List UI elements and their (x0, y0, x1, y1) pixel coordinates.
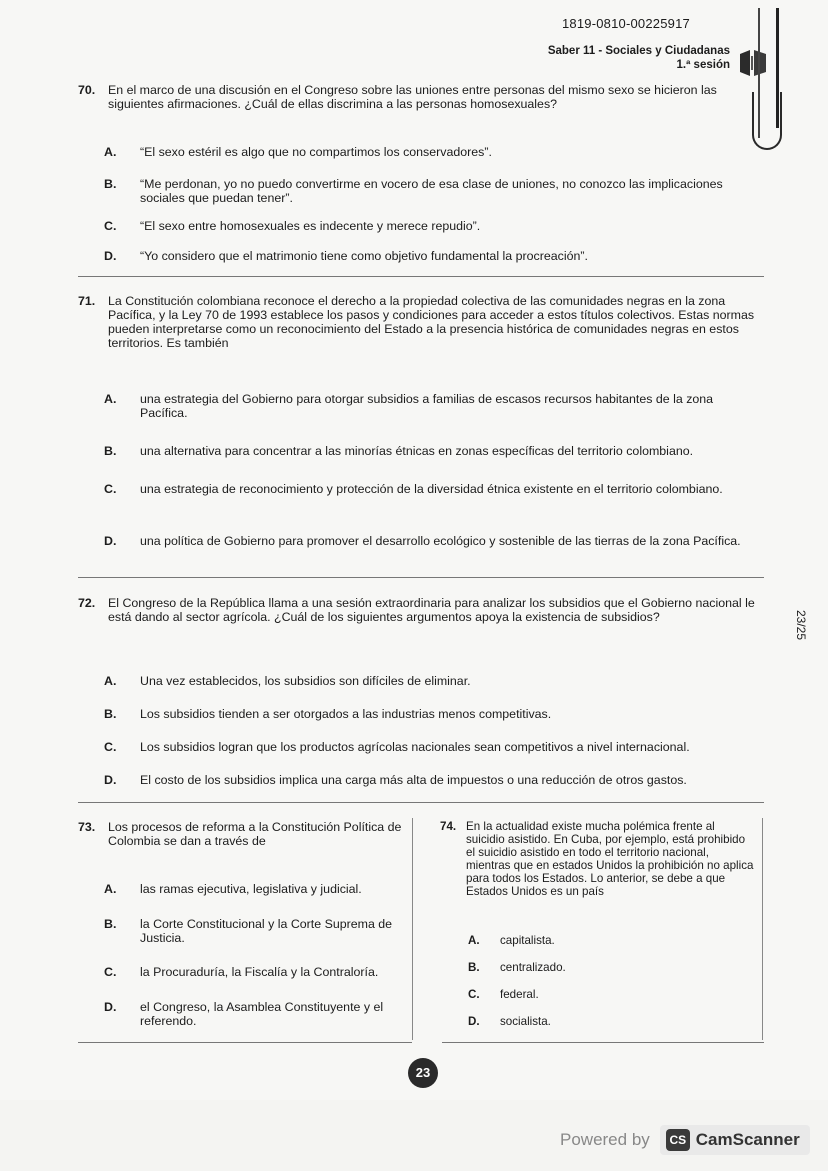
question-74 (440, 820, 756, 1034)
option-letter: A. (104, 882, 117, 896)
option-d[interactable] (104, 1000, 408, 1028)
option-text: Los subsidios tienden a ser otorgados a las industrias menos competitivas. (140, 707, 552, 721)
option-d[interactable] (104, 534, 758, 548)
option-c[interactable] (104, 219, 758, 233)
option-letter: A. (104, 392, 117, 406)
question-stem (78, 294, 758, 350)
option-letter: A. (104, 145, 117, 159)
option-letter: B. (104, 917, 117, 931)
option-b[interactable] (468, 961, 756, 974)
option-text: “El sexo entre homosexuales es indecente y merece repudio”. (140, 219, 481, 233)
option-c[interactable] (104, 482, 758, 496)
page-number: 23 (408, 1058, 438, 1088)
option-text: una estrategia de reconocimiento y protección de la diversidad étnica existente en el territorio colombiano. (140, 482, 723, 496)
question-number: 70. (78, 83, 96, 97)
option-letter: D. (104, 773, 117, 787)
option-letter: B. (104, 177, 117, 191)
option-d[interactable] (104, 773, 758, 787)
option-text: la Procuraduría, la Fiscalía y la Contraloría. (140, 965, 379, 979)
option-text: “El sexo estéril es algo que no compartimos los conservadores”. (140, 145, 492, 159)
option-text: federal. (500, 988, 539, 1001)
question-stem (78, 820, 408, 848)
question-72 (78, 596, 758, 794)
option-c[interactable] (104, 740, 758, 754)
option-letter: A. (104, 674, 117, 688)
option-letter: D. (104, 534, 117, 548)
option-text: “Yo considero que el matrimonio tiene como objetivo fundamental la procreación”. (140, 249, 588, 263)
question-number: 71. (78, 294, 96, 308)
column-separator (412, 818, 413, 1040)
option-letter: C. (104, 740, 117, 754)
option-d[interactable] (468, 1015, 756, 1028)
icfes-logo-icon (736, 46, 770, 80)
option-b[interactable] (104, 177, 758, 205)
option-letter: B. (468, 961, 480, 974)
option-letter: D. (104, 1000, 117, 1014)
option-a[interactable] (468, 934, 756, 947)
question-number: 72. (78, 596, 96, 610)
option-letter: B. (104, 707, 117, 721)
option-text: capitalista. (500, 934, 555, 947)
question-71 (78, 294, 758, 569)
document-code: 1819-0810-00225917 (562, 16, 690, 31)
divider (78, 577, 764, 578)
option-letter: C. (104, 482, 117, 496)
option-text: “Me perdonan, yo no puedo convertirme en vocero de esa clase de uniones, no conozco las implicaciones sociales que puedan tener”. (140, 177, 723, 205)
option-letter: C. (104, 965, 117, 979)
session-label: 1.ª sesión (676, 59, 730, 71)
option-a[interactable] (104, 674, 758, 688)
question-text: En el marco de una discusión en el Congreso sobre las uniones entre personas del mismo sexo se hicieron las siguientes afirmaciones. ¿Cuál de ellas discrimina a las personas homosexuales? (108, 83, 717, 111)
camscanner-badge[interactable] (660, 1125, 810, 1155)
question-stem (78, 83, 758, 111)
column-separator (762, 818, 763, 1040)
option-a[interactable] (104, 392, 758, 420)
option-text: la Corte Constitucional y la Corte Suprema de Justicia. (140, 917, 393, 945)
option-text: centralizado. (500, 961, 566, 974)
question-stem (78, 596, 758, 624)
option-text: las ramas ejecutiva, legislativa y judicial. (140, 882, 362, 896)
question-70 (78, 83, 758, 268)
question-text: Los procesos de reforma a la Constitución Política de Colombia se dan a través de (108, 820, 402, 848)
option-letter: A. (468, 934, 480, 947)
divider (78, 802, 764, 803)
option-text: Una vez establecidos, los subsidios son difíciles de eliminar. (140, 674, 471, 688)
option-text: una alternativa para concentrar a las minorías étnicas en zonas específicas del territorio colombiano. (140, 444, 694, 458)
question-number: 73. (78, 820, 96, 834)
divider (78, 1042, 412, 1043)
camscanner-icon: CS (666, 1129, 690, 1151)
option-a[interactable] (104, 882, 408, 896)
option-letter: D. (104, 249, 117, 263)
option-b[interactable] (104, 917, 408, 945)
option-b[interactable] (104, 444, 758, 458)
question-text: La Constitución colombiana reconoce el derecho a la propiedad colectiva de las comunidades negras en la zona Pacífica, y la Ley 70 de 1993 establece los pasos y condiciones para acceder a estos títulos colectivos. Estas normas pueden interpretarse como un reconocimiento del Estado a la presencia histórica de comunidades negras en estos territorios. Es también (108, 294, 755, 350)
page-counter: 23/25 (794, 610, 808, 641)
option-d[interactable] (104, 249, 758, 263)
question-number: 74. (440, 820, 457, 833)
option-letter: C. (468, 988, 480, 1001)
question-73 (78, 820, 408, 1034)
option-letter: B. (104, 444, 117, 458)
option-text: Los subsidios logran que los productos agrícolas nacionales sean competitivos a nivel internacional. (140, 740, 690, 754)
option-c[interactable] (468, 988, 756, 1001)
question-text: El Congreso de la República llama a una sesión extraordinaria para analizar los subsidios que el Gobierno nacional le está dando al sector agrícola. ¿Cuál de los siguientes argumentos apoya la existencia de subsidios? (108, 596, 755, 624)
option-text: una política de Gobierno para promover el desarrollo ecológico y sostenible de las tierras de la zona Pacífica. (140, 534, 741, 548)
option-text: una estrategia del Gobierno para otorgar subsidios a familias de escasos recursos habitantes de la zona Pacífica. (140, 392, 714, 420)
divider (442, 1042, 764, 1043)
camscanner-footer (560, 1122, 810, 1158)
option-text: socialista. (500, 1015, 551, 1028)
option-text: el Congreso, la Asamblea Constituyente y el referendo. (140, 1000, 384, 1028)
exam-title: Saber 11 - Sociales y Ciudadanas (547, 45, 730, 57)
question-text: En la actualidad existe mucha polémica frente al suicidio asistido. En Cuba, por ejemplo, está prohibido el suicidio asistido en todo el territorio nacional, mientras que en estados Unidos la prohibición no aplica para todos los Estados. Lo anterior, se debe a que Estados Unidos es un país (466, 820, 754, 898)
option-letter: D. (468, 1015, 480, 1028)
powered-by-label: Powered by (560, 1130, 650, 1149)
option-text: El costo de los subsidios implica una carga más alta de impuestos o una reducción de otros gastos. (140, 773, 687, 787)
exam-header (520, 44, 730, 72)
option-letter: C. (104, 219, 117, 233)
question-stem (440, 820, 756, 898)
divider (78, 276, 764, 277)
option-c[interactable] (104, 965, 408, 979)
camscanner-name: CamScanner (695, 1130, 800, 1149)
option-a[interactable] (104, 145, 758, 159)
option-b[interactable] (104, 707, 758, 721)
